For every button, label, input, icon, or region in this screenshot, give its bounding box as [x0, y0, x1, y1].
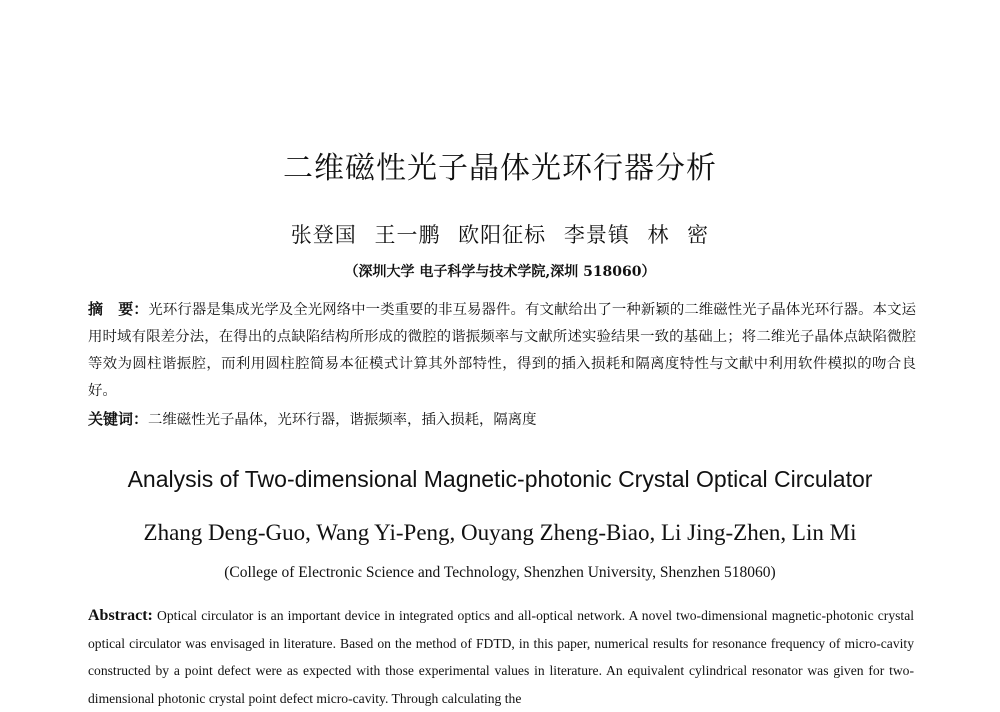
chinese-keywords-text: 二维磁性光子晶体，光环行器，谐振频率，插入损耗，隔离度 [148, 412, 537, 428]
english-affiliation: (College of Electronic Science and Technology, Shenzhen University, Shenzhen 518060) [224, 564, 776, 581]
chinese-abstract [88, 296, 916, 405]
chinese-authors: 张登国 王一鹏 欧阳征标 李景镇 林 密 [290, 223, 710, 247]
chinese-abstract-label: 摘 要： [88, 300, 149, 318]
chinese-title: 二维磁性光子晶体光环行器分析 [283, 151, 717, 186]
chinese-abstract-text: 光环行器是集成光学及全光网络中一类重要的非互易器件。有文献给出了一种新颖的二维磁性光子晶体光环行器。本文运用时域有限差分法，在得出的点缺陷结构所形成的微腔的谐振频率与文献所述实验结果一致的基础上；将二维光子晶体点缺陷微腔等效为圆柱谐振腔，而利用圆柱腔简易本征模式计算其外部特性，得到的插入损耗和隔离度特性与文献中利用软件模拟的吻合良好。 [88, 302, 916, 399]
chinese-affiliation: （深圳大学 电子科学与技术学院,深圳 518060） [344, 264, 656, 280]
english-abstract-label: Abstract: [88, 607, 153, 624]
chinese-keywords [88, 408, 916, 431]
english-authors: Zhang Deng-Guo, Wang Yi-Peng, Ouyang Zheng-Biao, Li Jing-Zhen, Lin Mi [143, 520, 857, 545]
english-abstract [88, 602, 914, 712]
chinese-keywords-label: 关键词： [88, 410, 149, 428]
english-abstract-text: Optical circulator is an important device in integrated optics and all-optical network. A novel two-dimensional magnetic-photonic crystal optical circulator was envisaged in literature. Based on the method of FDTD, in this paper, numerical results for resonance frequency of micro-cavity constructed by a point defect were as expected with those experimental values in literature. An equivalent cylindrical resonator was given for two-dimensional photonic crystal point defect micro-cavity. Through calculating the [88, 608, 915, 706]
english-title: Analysis of Two-dimensional Magnetic-photonic Crystal Optical Circulator [127, 466, 873, 492]
